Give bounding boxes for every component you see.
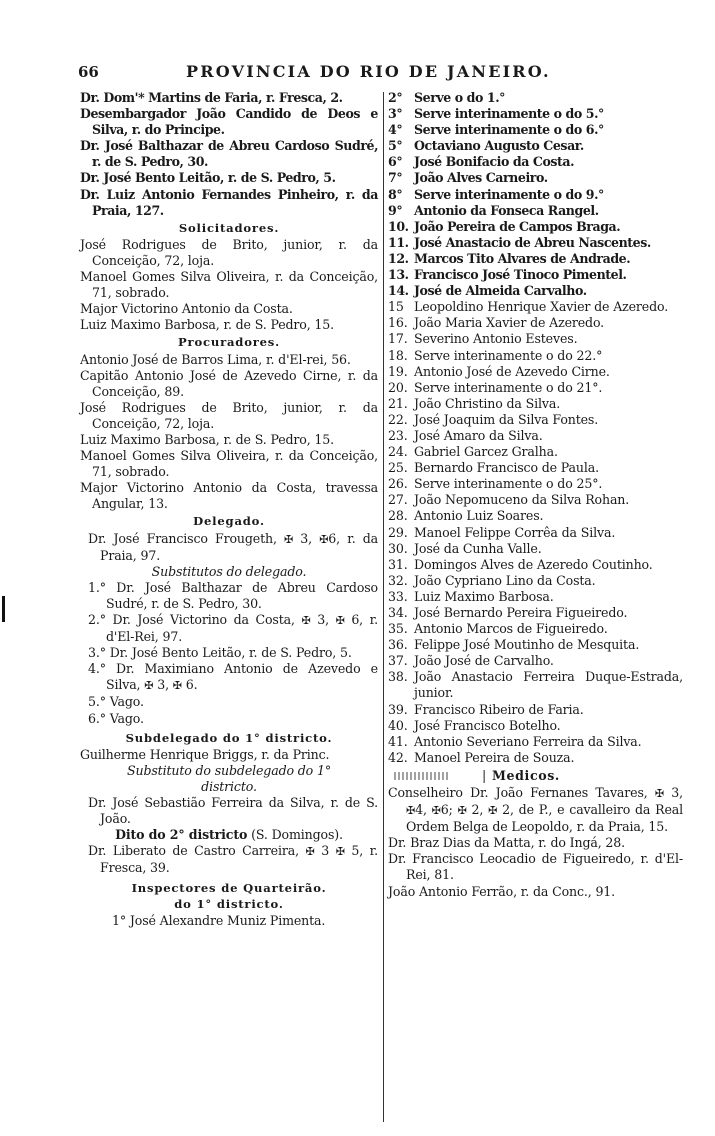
entry-text: Antonio Severiano Ferreira da Silva. — [414, 733, 642, 749]
entry-text: José Anastacio de Abreu Nascentes. — [414, 234, 651, 250]
order-number: 3, — [300, 530, 313, 546]
dito-title: Dito do 2° districto — [115, 827, 248, 843]
entry-number: 17. — [388, 331, 408, 347]
numbered-entry — [388, 138, 683, 154]
rose-icon: ✠ — [406, 804, 416, 818]
order-number: 2, de P., — [502, 802, 553, 818]
substituto-entry: 3.° Dr. José Bento Leitão, r. de S. Pedro, 5. — [88, 645, 352, 661]
dito-address: 5, r. Fresca, 39. — [100, 843, 379, 876]
dito-name: Dr. Liberato de Castro Carreira, — [88, 843, 299, 859]
entry-text: João Pereira de Campos Braga. — [414, 218, 621, 234]
medico-entry — [388, 785, 683, 835]
order-number: 4, — [415, 802, 427, 818]
entry-text: Luiz Maximo Barbosa. — [414, 588, 554, 604]
entry-text: Serve interinamente o do 9.° — [414, 186, 604, 202]
solicitador-entry: Luiz Maximo Barbosa, r. de S. Pedro, 15. — [80, 317, 335, 333]
substituto-subdelegado-entry: Dr. José Sebastião Ferreira da Silva, r. de S. João. — [88, 795, 378, 827]
entry-text: José Amaro da Silva. — [414, 427, 543, 443]
numbered-entry — [388, 315, 683, 331]
entry-number: 10. — [388, 218, 409, 234]
entry-text: Marcos Tito Alvares de Andrade. — [414, 250, 631, 266]
entry-text: Serve interinamente o do 22.° — [414, 347, 603, 363]
entry-text: Francisco José Tinoco Pimentel. — [414, 267, 627, 283]
entry-number: 16. — [388, 315, 408, 331]
entry-text: Serve o do 1.° — [414, 90, 505, 105]
entry-text: Manoel Felippe Corrêa da Silva. — [414, 524, 616, 540]
entry-text: Francisco Ribeiro de Faria. — [414, 701, 584, 717]
entry-text: Octaviano Augusto Cesar. — [414, 138, 584, 154]
page-header — [78, 62, 690, 84]
entry-text: Antonio Luiz Soares. — [414, 508, 544, 524]
entry-number: 6° — [388, 154, 403, 170]
procurador-entry: Capitão Antonio José de Azevedo Cirne, r. da Conceição, 89. — [80, 367, 378, 399]
cross-icon: ✠ — [488, 804, 498, 818]
numbered-entry — [388, 637, 683, 653]
entry-text: Antonio da Fonseca Rangel. — [414, 202, 599, 218]
entry-number: 42. — [388, 749, 408, 765]
entry-number: 23. — [388, 427, 408, 443]
entry-text: Felippe José Moutinho de Mesquita. — [414, 637, 640, 653]
entry-text: Bernardo Francisco de Paula. — [414, 460, 599, 476]
entry-number: 14. — [388, 283, 409, 299]
procurador-entry: Antonio José de Barros Lima, r. d'El-rei, 56. — [80, 351, 351, 367]
delegado-address: r. da Praia, 97. — [100, 530, 379, 563]
substituto-vago: 6.° Vago. — [88, 710, 144, 726]
entry-number: 15 — [388, 299, 404, 315]
entry-text: João Alves Carneiro. — [414, 170, 548, 186]
medico-name: Conselheiro Dr. João Fernanes Tavares, — [388, 784, 648, 800]
order-number: 3, — [317, 612, 329, 627]
left-entry: Dr. José Balthazar de Abreu Cardoso Sudré, r. de S. Pedro, 30. — [80, 138, 378, 170]
entry-text: Domingos Alves de Azeredo Coutinho. — [414, 556, 653, 572]
entry-number: 12. — [388, 250, 409, 266]
medico-rest: e cavalleiro da Real Ordem Belga de Leopoldo, r. da Praia, 15. — [406, 802, 683, 835]
numbered-entry — [388, 283, 683, 299]
rose-icon: ✠ — [431, 804, 441, 818]
entry-number: 38. — [388, 669, 408, 685]
delegado-name: Dr. José Francisco Frougeth, — [88, 530, 277, 546]
numbered-entry — [388, 412, 683, 428]
section-heading-subdelegado: Subdelegado do 1° districto. — [125, 730, 333, 745]
rose-icon: ✠ — [319, 532, 329, 546]
entry-number: 22. — [388, 411, 408, 427]
entry-text: Serve interinamente o do 6.° — [414, 122, 604, 138]
numbered-entry — [388, 460, 683, 476]
rose-icon: ✠ — [335, 845, 345, 859]
left-entry: Desembargador João Candido de Deos e Silva, r. do Principe. — [80, 106, 378, 138]
substituto-text: 2.° Dr. José Victorino da Costa, — [88, 612, 295, 627]
entry-number: 30. — [388, 540, 408, 556]
substituto-entry — [80, 661, 378, 694]
numbered-entry — [388, 396, 683, 412]
numbered-entry — [388, 621, 683, 637]
substituto-text: 4.° Dr. Maximiano Antonio de Azevedo e Silva, — [88, 661, 378, 693]
order-number: 6, — [328, 530, 341, 546]
dito-entry — [80, 843, 378, 876]
entry-text: João José de Carvalho. — [414, 653, 554, 669]
cross-icon: ✠ — [654, 786, 664, 800]
left-entry: Dr. Dom'* Martins de Faria, r. Fresca, 2. — [80, 90, 343, 105]
entry-text: João Cypriano Lino da Costa. — [414, 572, 596, 588]
section-heading-delegado: Delegado. — [193, 514, 265, 529]
entry-text: Serve interinamente o do 21°. — [414, 379, 603, 395]
numbered-entry — [388, 219, 683, 235]
entry-number: 18. — [388, 347, 408, 363]
entry-text: Gabriel Garcez Gralha. — [414, 444, 558, 460]
rose-icon: ✠ — [172, 679, 182, 693]
dito-place: (S. Domingos). — [251, 827, 343, 843]
entry-text: José Bonifacio da Costa. — [414, 154, 575, 170]
subheading-substituto: Substituto do subdelegado do 1° districto. — [127, 762, 331, 794]
medico-entry: Dr. Francisco Leocadio de Figueiredo, r. d'El-Rei, 81. — [388, 851, 683, 883]
cross-icon: ✠ — [284, 532, 294, 546]
entry-number: 28. — [388, 508, 408, 524]
entry-text: Severino Antonio Esteves. — [414, 331, 578, 347]
entry-number: 9° — [388, 202, 403, 218]
entry-text: José da Cunha Valle. — [414, 540, 542, 556]
left-entry: Dr. Luiz Antonio Fernandes Pinheiro, r. da Praia, 127. — [80, 186, 378, 218]
entry-text: Manoel Pereira de Souza. — [414, 749, 575, 765]
page-number: 66 — [78, 63, 99, 81]
numbered-entry — [388, 669, 683, 701]
section-heading-procuradores: Procuradores. — [178, 335, 280, 350]
left-entry: Dr. José Bento Leitão, r. de S. Pedro, 5. — [80, 170, 336, 186]
numbered-entry — [388, 235, 683, 251]
procurador-entry: Luiz Maximo Barbosa, r. de S. Pedro, 15. — [80, 431, 335, 447]
medico-entry: João Antonio Ferrão, r. da Conc., 91. — [388, 883, 616, 899]
numbered-entry — [388, 106, 683, 122]
numbered-entry — [388, 331, 683, 347]
order-number: 3 — [321, 843, 330, 859]
numbered-entry — [388, 203, 683, 219]
numbered-entry — [388, 428, 683, 444]
cross-icon: ✠ — [144, 679, 154, 693]
numbered-entry — [388, 492, 683, 508]
subdelegado-entry: Guilherme Henrique Briggs, r. da Princ. — [80, 746, 330, 762]
solicitador-entry: Major Victorino Antonio da Costa. — [80, 301, 293, 317]
entry-number: 13. — [388, 267, 409, 283]
entry-number: 33. — [388, 588, 408, 604]
bracket-mark: | — [482, 767, 487, 783]
entry-text: João Nepomuceno da Silva Rohan. — [414, 492, 630, 508]
inspector-entry: 1° José Alexandre Muniz Pimenta. — [112, 912, 326, 928]
entry-number: 41. — [388, 733, 408, 749]
solicitador-entry: José Rodrigues de Brito, junior, r. da Conceição, 72, loja. — [80, 236, 378, 268]
entry-number: 31. — [388, 556, 408, 572]
numbered-entry — [388, 267, 683, 283]
entry-number: 35. — [388, 621, 408, 637]
cross-icon: ✠ — [305, 845, 315, 859]
numbered-entry — [388, 525, 683, 541]
entry-text: Antonio Marcos de Figueiredo. — [414, 621, 608, 637]
section-heading-inspectores: Inspectores de Quarteirão. — [131, 880, 327, 895]
order-number: 2, — [471, 802, 484, 818]
entry-number: 29. — [388, 524, 408, 540]
cross-icon: ✠ — [457, 804, 467, 818]
numbered-list — [388, 90, 683, 766]
numbered-entry — [388, 170, 683, 186]
numbered-entry — [388, 154, 683, 170]
entry-text: Antonio José de Azevedo Cirne. — [414, 363, 610, 379]
numbered-entry — [388, 122, 683, 138]
numbered-entry — [388, 589, 683, 605]
order-number: 3, — [671, 784, 684, 800]
substituto-entry: 1.° Dr. José Balthazar de Abreu Cardoso Sudré, r. de S. Pedro, 30. — [88, 579, 378, 611]
right-column — [388, 90, 683, 900]
numbered-entry — [388, 702, 683, 718]
order-number: 3, — [157, 677, 169, 693]
numbered-entry — [388, 541, 683, 557]
entry-number: 36. — [388, 637, 408, 653]
entry-number: 8° — [388, 186, 403, 202]
margin-mark — [2, 596, 5, 622]
substituto-address: 6, r. d'El-Rei, 97. — [106, 612, 378, 645]
dito-heading — [80, 827, 378, 843]
column-divider — [383, 92, 384, 1122]
numbered-entry — [388, 653, 683, 669]
medicos-title: Medicos. — [492, 767, 560, 783]
procurador-entry: Manoel Gomes Silva Oliveira, r. da Conceição, 71, sobrado. — [80, 448, 378, 480]
solicitador-entry: Manoel Gomes Silva Oliveira, r. da Conceição, 71, sobrado. — [80, 269, 378, 301]
entry-number: 21. — [388, 395, 408, 411]
procurador-entry: Major Victorino Antonio da Costa, travessa Angular, 13. — [80, 480, 378, 512]
entry-number: 5° — [388, 138, 403, 154]
entry-number: 25. — [388, 460, 408, 476]
numbered-entry — [388, 251, 683, 267]
numbered-entry — [388, 299, 683, 315]
entry-text: João Christino da Silva. — [414, 395, 561, 411]
cross-icon: ✠ — [301, 614, 311, 627]
entry-number: 40. — [388, 717, 408, 733]
section-subheading-inspectores: do 1° districto. — [174, 896, 284, 911]
numbered-entry — [388, 734, 683, 750]
substituto-vago: 5.° Vago. — [88, 694, 144, 710]
left-column — [80, 90, 378, 929]
entry-text: Leopoldino Henrique Xavier de Azeredo. — [414, 299, 669, 315]
numbered-entry — [388, 380, 683, 396]
medico-entry: Dr. Braz Dias da Matta, r. do Ingá, 28. — [388, 835, 626, 851]
entry-text: João Maria Xavier de Azeredo. — [414, 315, 605, 331]
entry-number: 37. — [388, 653, 408, 669]
entry-text: Serve interinamente o do 25°. — [414, 476, 603, 492]
numbered-entry — [388, 718, 683, 734]
entry-number: 24. — [388, 444, 408, 460]
substituto-entry — [80, 612, 378, 645]
order-number: 6. — [185, 677, 198, 693]
entry-number: 26. — [388, 476, 408, 492]
entry-text: Serve interinamente o do 5.° — [414, 106, 604, 122]
order-number: 6; — [440, 802, 453, 818]
entry-text: José Francisco Botelho. — [414, 717, 561, 733]
numbered-entry — [388, 348, 683, 364]
numbered-entry — [388, 364, 683, 380]
procurador-entry: José Rodrigues de Brito, junior, r. da Conceição, 72, loja. — [80, 399, 378, 431]
numbered-entry — [388, 444, 683, 460]
stamp-mark — [394, 772, 450, 780]
entry-number: 3° — [388, 106, 403, 122]
entry-number: 2° — [388, 90, 403, 105]
numbered-entry — [388, 750, 683, 766]
entry-number: 20. — [388, 379, 408, 395]
entry-number: 27. — [388, 492, 408, 508]
entry-number: 7° — [388, 170, 403, 186]
entry-text: José Joaquim da Silva Fontes. — [414, 411, 599, 427]
subheading-substitutos: Substitutos do delegado. — [151, 563, 307, 579]
entry-number: 39. — [388, 701, 408, 717]
numbered-entry — [388, 573, 683, 589]
entry-number: 4° — [388, 122, 403, 138]
entry-number: 34. — [388, 605, 408, 620]
numbered-entry — [388, 605, 683, 621]
entry-number: 32. — [388, 572, 408, 588]
entry-number: 19. — [388, 363, 408, 379]
page-title: PROVINCIA DO RIO DE JANEIRO. — [186, 62, 551, 81]
entry-number: 11. — [388, 234, 409, 250]
numbered-entry — [388, 557, 683, 573]
rose-icon: ✠ — [335, 614, 345, 627]
section-heading-solicitadores: Solicitadores. — [178, 220, 280, 235]
numbered-entry — [388, 508, 683, 524]
section-heading-medicos — [388, 768, 683, 785]
entry-text: João Anastacio Ferreira Duque-Estrada, junior. — [414, 669, 683, 701]
entry-text: José Bernardo Pereira Figueiredo. — [414, 605, 628, 620]
numbered-entry — [388, 187, 683, 203]
entry-text: José de Almeida Carvalho. — [414, 283, 587, 299]
numbered-entry — [388, 476, 683, 492]
numbered-entry — [388, 90, 683, 106]
delegado-entry — [80, 531, 378, 564]
